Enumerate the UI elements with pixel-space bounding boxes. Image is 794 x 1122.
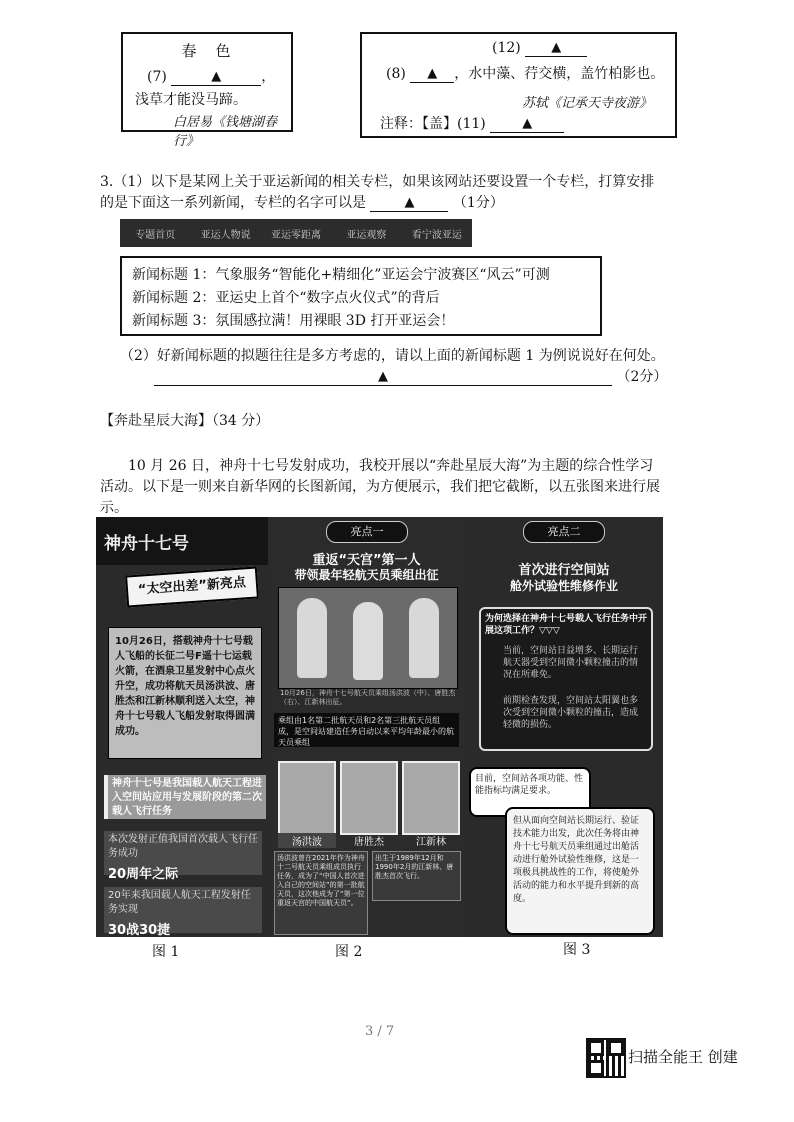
fig3-head1: 首次进行空间站 (518, 563, 610, 578)
fig2-bio1-text: 汤洪波曾在2021年作为神舟十二号航天员乘组成员执行任务，成为了“中国人首次进入自己的空间站”的第一批航天员，这次他成为了“第一位重返天宫的中国航天员”。 (277, 854, 365, 907)
triangle-marker-icon (427, 66, 437, 81)
poem-author: 苏轼《记承天寺夜游》 (522, 96, 653, 111)
qr-corner (588, 1040, 604, 1056)
name-label: 江新林 (416, 837, 446, 848)
intro-line3: 示。 (100, 500, 128, 516)
fig2-banner-text: 乘组由1名第二批航天员和2名第三批航天员组成，是空间站建造任务启动以来平均年龄最小的航天员乘组 (278, 716, 454, 747)
poem-line-2: 浅草才能没马蹄。 (135, 92, 247, 108)
nav-item[interactable]: 亚运观察 (346, 229, 387, 241)
poem-author: 白居易《钱塘湖春行》 (173, 115, 278, 149)
nav-item[interactable]: 看宁波亚运 (411, 229, 462, 241)
blank-number: (12) (492, 40, 521, 56)
triangle-marker-icon (211, 69, 221, 84)
nav-item[interactable]: 亚运零距离 (271, 229, 322, 241)
fig3-point-2 (487, 695, 643, 731)
fig3-bubble-2 (505, 807, 655, 935)
q3-line1: 3.（1）以下是某网上关于亚运新闻的相关专栏，如果该网站还要设置一个专栏，打算安排 (100, 174, 655, 190)
fig3-question: 为何选择在神舟十七号载人飞行任务中开展这项工作？▽▽▽ (485, 614, 648, 636)
fig3-caption: 图 3 (563, 942, 591, 958)
fig1-item-3 (104, 887, 262, 937)
fig1-caption: 图 1 (152, 944, 180, 960)
poem-note (380, 113, 564, 133)
intro-line1: 10 月 26 日，神舟十七号发射成功，我校开展以“奔赴星辰大海”为主题的综合性学习 (128, 458, 654, 474)
punct: ， (261, 69, 276, 85)
intro-line2: 活动。以下是一则来自新华网的长图新闻，为方便展示，我们把它截断，以五张图来进行展 (100, 479, 660, 495)
fig3-question-box (479, 607, 653, 751)
qr-corner (608, 1040, 624, 1056)
triangle-marker-icon (551, 40, 561, 55)
fig3-badge-text: 亮点二 (547, 525, 581, 538)
fig1-item1-text: 神舟十七号是我国载人航天工程进入空间站应用与发展阶段的第二次载人飞行任务 (112, 778, 262, 817)
poem-blank-12 (492, 40, 587, 57)
poem-blank-7 (147, 66, 275, 86)
fig2-badge-text: 亮点一 (350, 525, 384, 538)
fig1-item3-text: 20年来我国载人航天工程发射任务实现 (108, 890, 251, 915)
fig1-item2-highlight: 20周年之际 (108, 867, 179, 882)
blank-number: (8) (386, 66, 406, 82)
figure-2 (268, 517, 465, 937)
fig1-para-box (108, 627, 262, 759)
fig3-bubble1-text: 目前，空间站各项功能、性能指标均满足要求。 (475, 774, 584, 796)
triangle-marker-icon (522, 116, 532, 131)
score: （1分） (452, 195, 504, 211)
poem-blank-8 (386, 63, 664, 83)
portrait-2 (340, 761, 398, 835)
fig1-item-2 (104, 831, 262, 882)
fig2-badge (326, 521, 408, 543)
headlines-box (120, 256, 602, 336)
answer-blank[interactable] (154, 369, 612, 386)
portrait-3 (402, 761, 460, 835)
poem-text: ，水中藻、荇交横，盖竹柏影也。 (454, 66, 665, 82)
scanner-watermark: 扫描全能王 创建 (628, 1048, 738, 1066)
fig1-title: 神舟十七号 (104, 534, 189, 554)
astronaut-figure (353, 602, 383, 680)
headline-1: 新闻标题 1：气象服务“智能化+精细化”亚运会宁波赛区“风云”可测 (132, 267, 550, 283)
q3-part2-answer (154, 366, 667, 386)
fig3-p1-text: 当前，空间站日益增多、长期运行航天器受到空间微小颗粒撞击的情况在所难免。 (503, 646, 639, 680)
note-label: 注释：【盖】(11) (380, 116, 486, 132)
poem-title: 春 色 (181, 42, 233, 60)
q3-part2: （2）好新闻标题的拟题往往是多方考虑的，请以上面的新闻标题 1 为例说说好在何处。 (120, 348, 665, 364)
answer-blank[interactable] (490, 116, 564, 133)
fig2-head2: 带领最年轻航天员乘组出征 (294, 568, 439, 582)
astronaut-figure (409, 598, 439, 678)
fig2-photo-caption: 10月26日，神舟十七号航天员乘组汤洪波（中）、唐胜杰（右）、江新林出征。 (280, 689, 456, 706)
astronaut-figure (297, 598, 327, 678)
fig3-head2: 舱外试验性维修作业 (509, 579, 618, 593)
name-label: 唐胜杰 (354, 837, 384, 848)
nav-item[interactable]: 亚运人物说 (200, 229, 251, 241)
triangle-marker-icon (404, 195, 414, 210)
qr-corner (588, 1060, 604, 1076)
headline-3: 新闻标题 3：氛围感拉满！用裸眼 3D 打开亚运会！ (132, 313, 455, 329)
nav-item[interactable]: 专题首页 (135, 229, 176, 241)
section-title: 【奔赴星辰大海】（34 分） (100, 413, 270, 429)
name-label: 汤洪波 (278, 833, 336, 848)
fig1-item2-text: 本次发射正值我国首次载人飞行任务成功 (108, 834, 258, 859)
fig3-badge (523, 521, 605, 543)
fig2-bio-2 (372, 851, 461, 901)
fig2-banner (274, 713, 459, 747)
headline-2: 新闻标题 2：亚运史上首个“数字点火仪式”的背后 (132, 290, 440, 306)
figure-3 (465, 517, 663, 937)
q3-prompt: 的是下面这一系列新闻，专栏的名字可以是 (100, 195, 366, 211)
fig3-bubble2-text: 但从面向空间站长期运行、验证技术能力出发，此次任务将由神舟十七号航天员乘组通过出舱活动进行舱外试验性维修，这是一项极具挑战性的工作，将使舱外活动的能力和水平提升到新的高度。 (513, 816, 640, 904)
fig1-item-1 (104, 775, 266, 819)
fig2-caption: 图 2 (335, 944, 363, 960)
astronaut-group-photo (278, 587, 458, 689)
fig1-subtitle: “太空出差”新亮点 (137, 575, 247, 598)
fig2-bio2-text: 出生于1989年12月和1990年2月的江新林、唐胜杰首次飞行。 (375, 854, 454, 880)
fig2-head1: 重返“天宫”第一人 (312, 553, 421, 568)
score: （2分） (616, 369, 668, 385)
fig1-para: 10月26日，搭载神舟十七号载人飞船的长征二号F遥十七运载火箭，在酒泉卫星发射中心点火升空，成功将航天员汤洪波、唐胜杰和江新林顺利送入太空，神舟十七号载人飞船发射取得圆满成功。 (115, 636, 255, 737)
fig3-point-1 (487, 645, 643, 681)
blank-number: (7) (147, 69, 167, 85)
triangle-marker-icon (378, 369, 388, 384)
answer-blank[interactable] (410, 66, 454, 83)
answer-blank[interactable] (525, 40, 587, 57)
page-number: 3 / 7 (365, 1024, 395, 1039)
poem-box-left (121, 32, 293, 149)
fig3-p2-text: 前期检查发现，空间站太阳翼也多次受到空间微小颗粒的撞击，造成轻微的损伤。 (503, 696, 639, 730)
q3-line2 (100, 192, 504, 212)
answer-blank[interactable] (171, 69, 261, 86)
fig2-bio-1 (274, 851, 368, 935)
news-nav-bar (120, 219, 472, 247)
answer-blank[interactable] (370, 195, 448, 212)
portrait-1 (278, 761, 336, 835)
qr-code-icon (586, 1038, 626, 1078)
poem-box-right (360, 32, 677, 138)
fig1-item3-highlight: 30战30捷 (108, 923, 171, 937)
fig1-subtitle-tag (125, 566, 259, 607)
figure-1 (96, 517, 268, 937)
